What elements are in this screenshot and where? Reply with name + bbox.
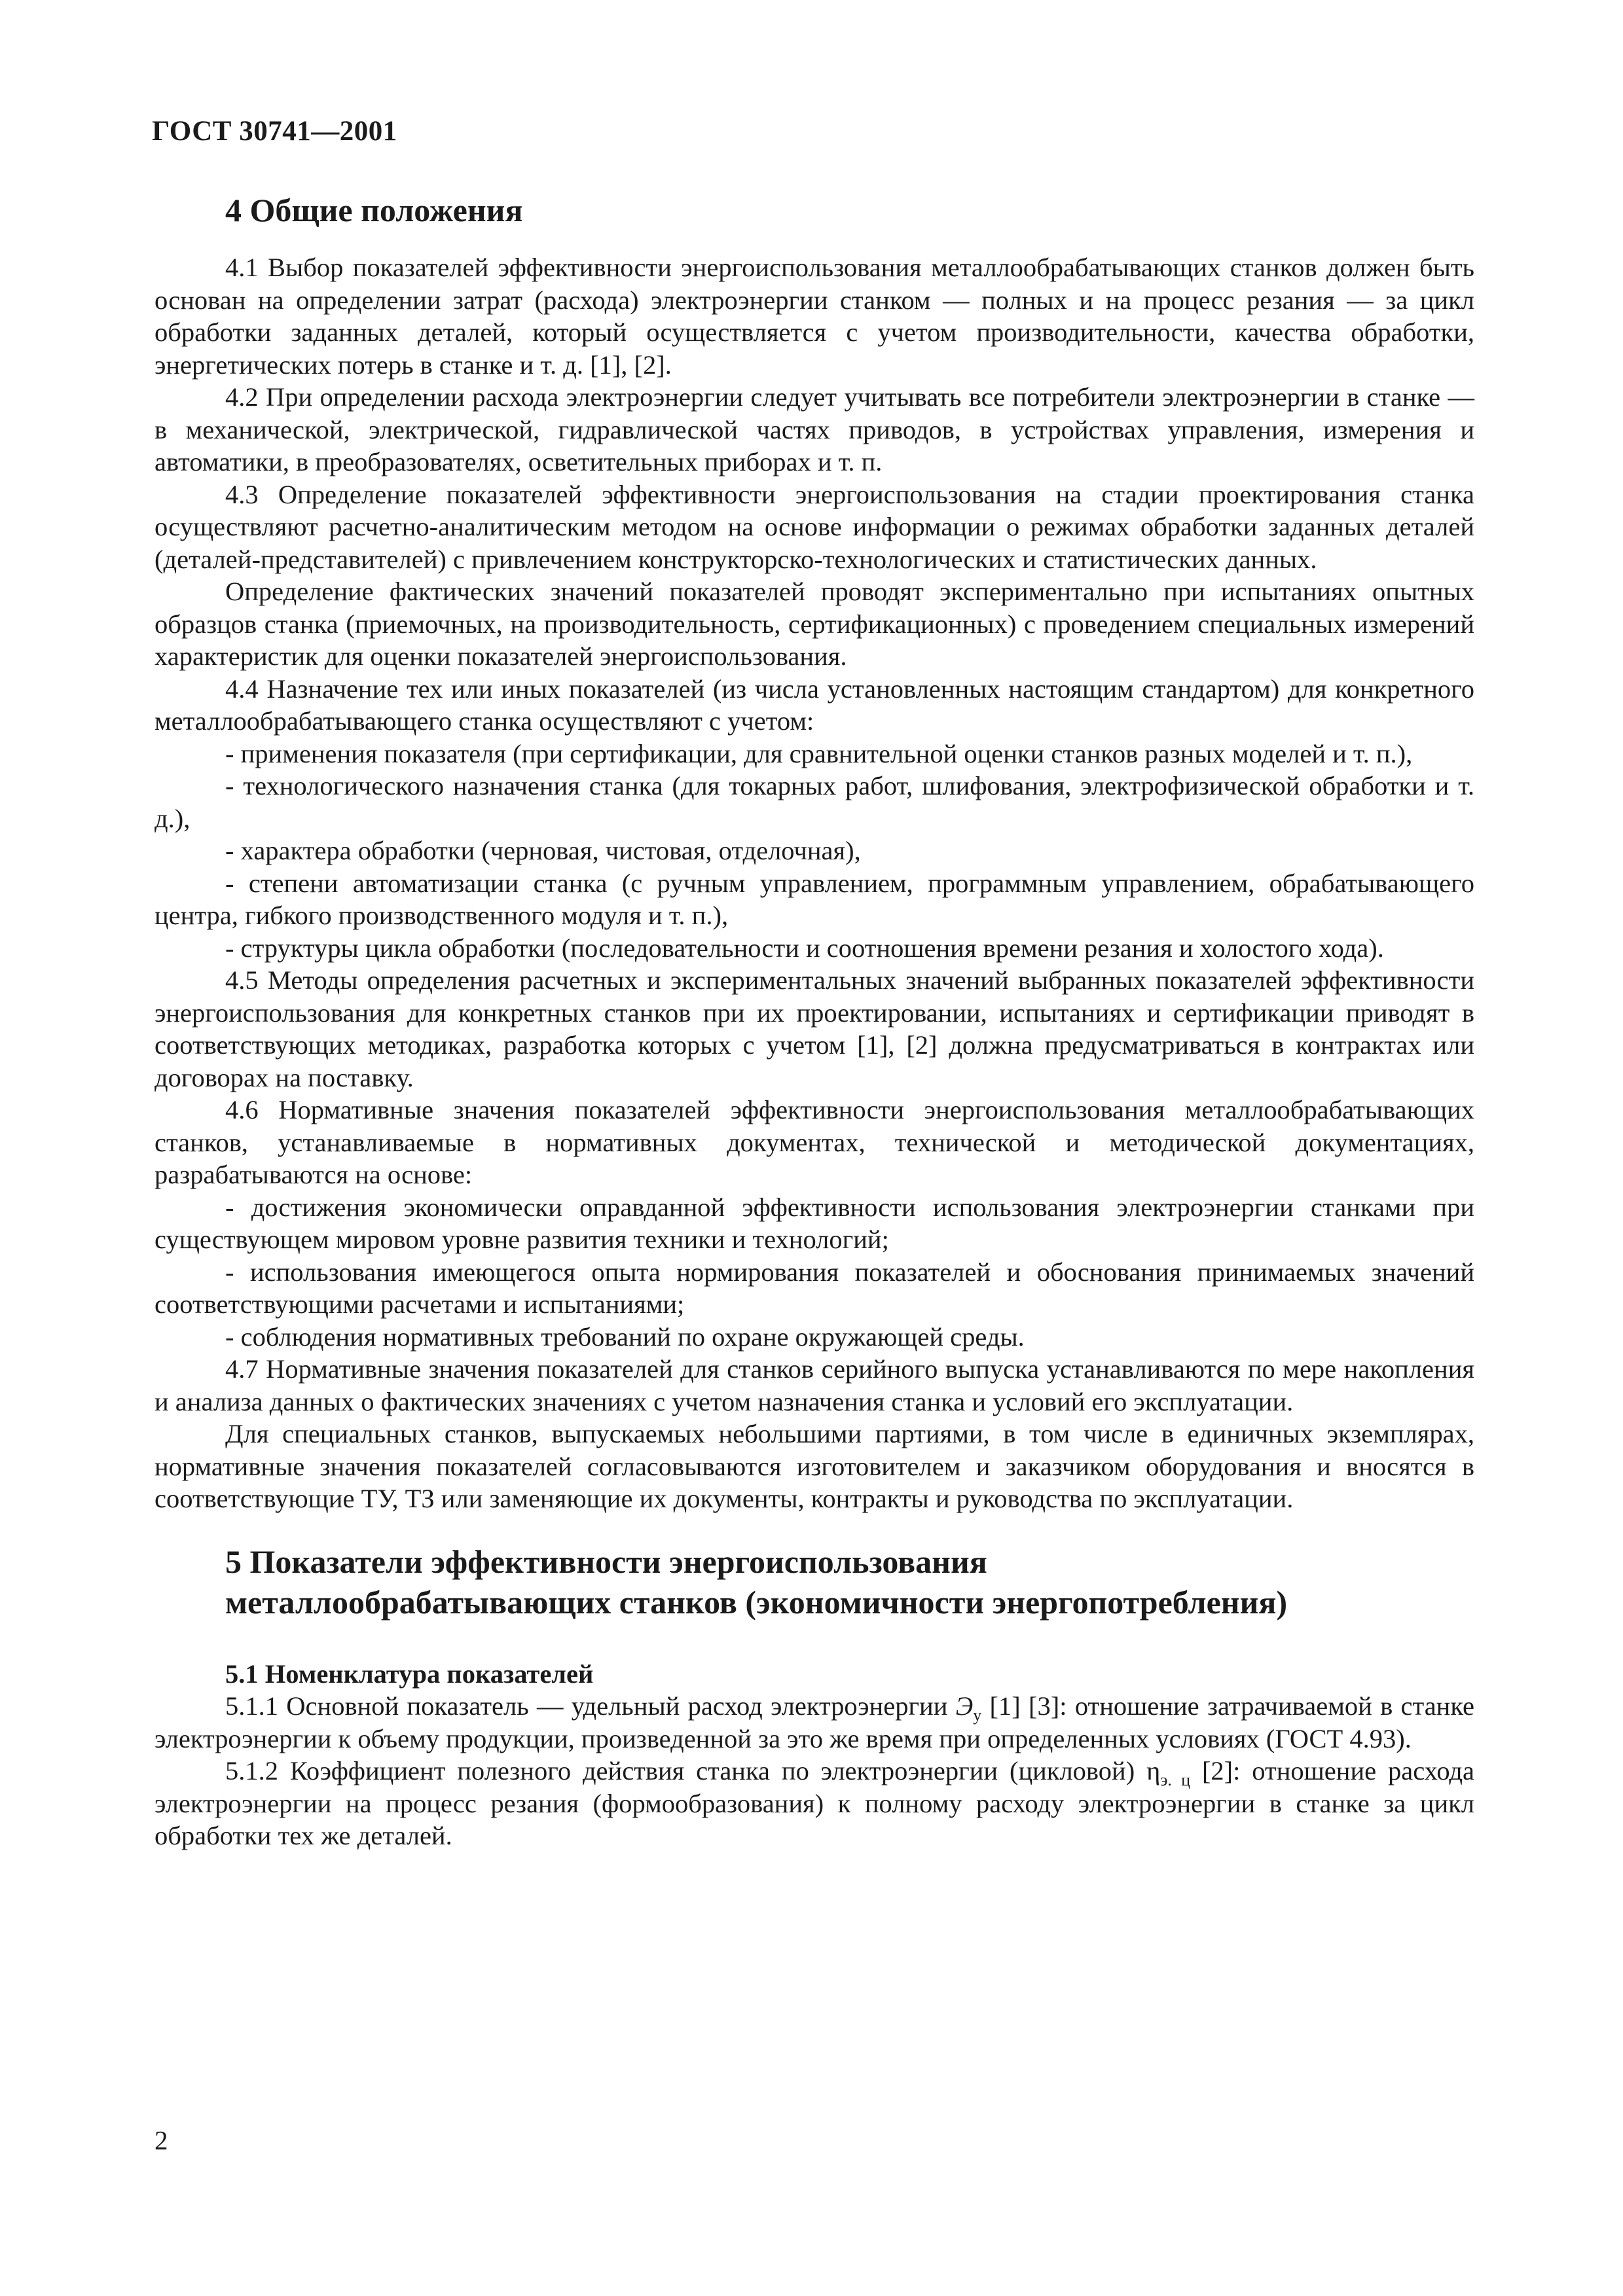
paragraph-4-1: 4.1 Выбор показателей эффективности энергоиспользования металлообрабатывающих станков должен быть основан на определении затрат (расхода) электроэнергии станком — полных и на процесс резания — за цикл обработки заданных деталей, который осуществляется с учетом производительности, качества обработки, энергетических потерь в станке и т. д. [1], [2]. [155,253,1474,380]
page-number: 2 [155,2125,168,2155]
list-item-4-6-c: - соблюдения нормативных требований по охране окружающей среды. [225,1321,1025,1352]
list-item-4-4-b: - технологического назначения станка (для токарных работ, шлифования, электрофизической обработки и т. д.), [155,771,1474,833]
paragraph-5-1-1-tail: [1] [3]: отношение затрачиваемой в станке электроэнергии к объему продукции, произведенной за это же время при определенных условиях (ГОСТ 4.93). [155,1691,1474,1753]
subsection-5-1-heading: 5.1 Номенклатура показателей [225,1659,594,1689]
paragraph-4-3: 4.3 Определение показателей эффективности энергоиспользования на стадии проектирования станка осуществляют расчетно-аналитическим методом на основе информации о режимах обработки заданных деталей (деталей-представителей) с привлечением конструкторско-технологических и статистических данных. [155,479,1474,574]
symbol-specific-consumption: Э [955,1691,974,1721]
paragraph-4-3-cont: Определение фактических значений показателей проводят экспериментально при испытаниях опытных образцов станка (приемочных, на производительность, сертификационных) с проведением специальных измерений характеристик для оценки показателей энергоиспользования. [155,577,1474,671]
paragraph-4-5: 4.5 Методы определения расчетных и экспериментальных значений выбранных показателей эффективности энергоиспользования для конкретных станков при их проектировании, испытаниях и сертификации приводят в соответствующих методиках, разработка которых с учетом [1], [2] должна предусматриваться в контрактах или договорах на поставку. [155,965,1474,1092]
paragraph-5-1-2-lead: 5.1.2 Коэффициент полезного действия станка по электроэнергии (цикловой) [225,1756,1147,1785]
list-item-4-4-a: - применения показателя (при сертификации, для сравнительной оценки станков разных моделей и т. п.), [225,738,1413,768]
page-content [155,190,1474,1852]
list-item-4-6-a: - достижения экономически оправданной эффективности использования электроэнергии станками при существующем мировом уровне развития техники и технологий; [155,1192,1474,1254]
section-5-heading: 5 Показатели эффективности энергоиспользования металлообрабатывающих станков (экономичности энергопотребления) [225,1543,1288,1621]
list-item-4-4-d: - степени автоматизации станка (с ручным управлением, программным управлением, обрабатывающего центра, гибкого производственного модуля и т. п.), [155,868,1474,930]
paragraph-5-1-2 [155,1755,1474,1852]
paragraph-4-7-cont: Для специальных станков, выпускаемых небольшими партиями, в том числе в единичных экземплярах, нормативные значения показателей согласовываются изготовителем и заказчиком оборудования и вносятся в соответствующие ТУ, ТЗ или заменяющие их документы, контракты и руководства по эксплуатации. [155,1419,1474,1513]
symbol-efficiency-subscript: э. ц [1160,1770,1191,1790]
paragraph-4-2: 4.2 При определении расхода электроэнергии следует учитывать все потребители электроэнергии в станке — в механической, электрической, гидравлической частях приводов, в устройствах управления, измерения и автоматики, в преобразователях, осветительных приборах и т. п. [155,382,1474,476]
symbol-specific-consumption-subscript: у [973,1706,982,1725]
paragraph-5-1-1 [155,1690,1474,1755]
paragraph-5-1-2-tail: [2]: отношение расхода электроэнергии на процесс резания (формообразования) к полному расходу электроэнергии в станке за цикл обработки тех же деталей. [155,1756,1475,1850]
list-item-4-6-b: - использования имеющегося опыта нормирования показателей и обоснования принимаемых значений соответствующими расчетами и испытаниями; [155,1257,1474,1319]
list-item-4-4-e: - структуры цикла обработки (последовательности и соотношения времени резания и холостого хода). [225,933,1384,963]
section-4-heading: 4 Общие положения [225,192,523,228]
paragraph-4-7: 4.7 Нормативные значения показателей для станков серийного выпуска устанавливаются по мере накопления и анализа данных о фактических значениях с учетом назначения станка и условий его эксплуатации. [155,1354,1474,1416]
paragraph-5-1-1-lead: 5.1.1 Основной показатель — удельный расход электроэнергии [225,1691,956,1721]
symbol-efficiency: η [1146,1756,1161,1785]
paragraph-4-6: 4.6 Нормативные значения показателей эффективности энергоиспользования металлообрабатывающих станков, устанавливаемые в нормативных документах, технической и методической документациях, разрабатываются на основе: [155,1095,1474,1189]
paragraph-4-4: 4.4 Назначение тех или иных показателей (из числа установленных настоящим стандартом) для конкретного металлообрабатывающего станка осуществляют с учетом: [155,673,1474,736]
list-item-4-4-c: - характера обработки (черновая, чистовая, отделочная), [225,836,861,865]
document-code: ГОСТ 30741—2001 [152,116,397,147]
